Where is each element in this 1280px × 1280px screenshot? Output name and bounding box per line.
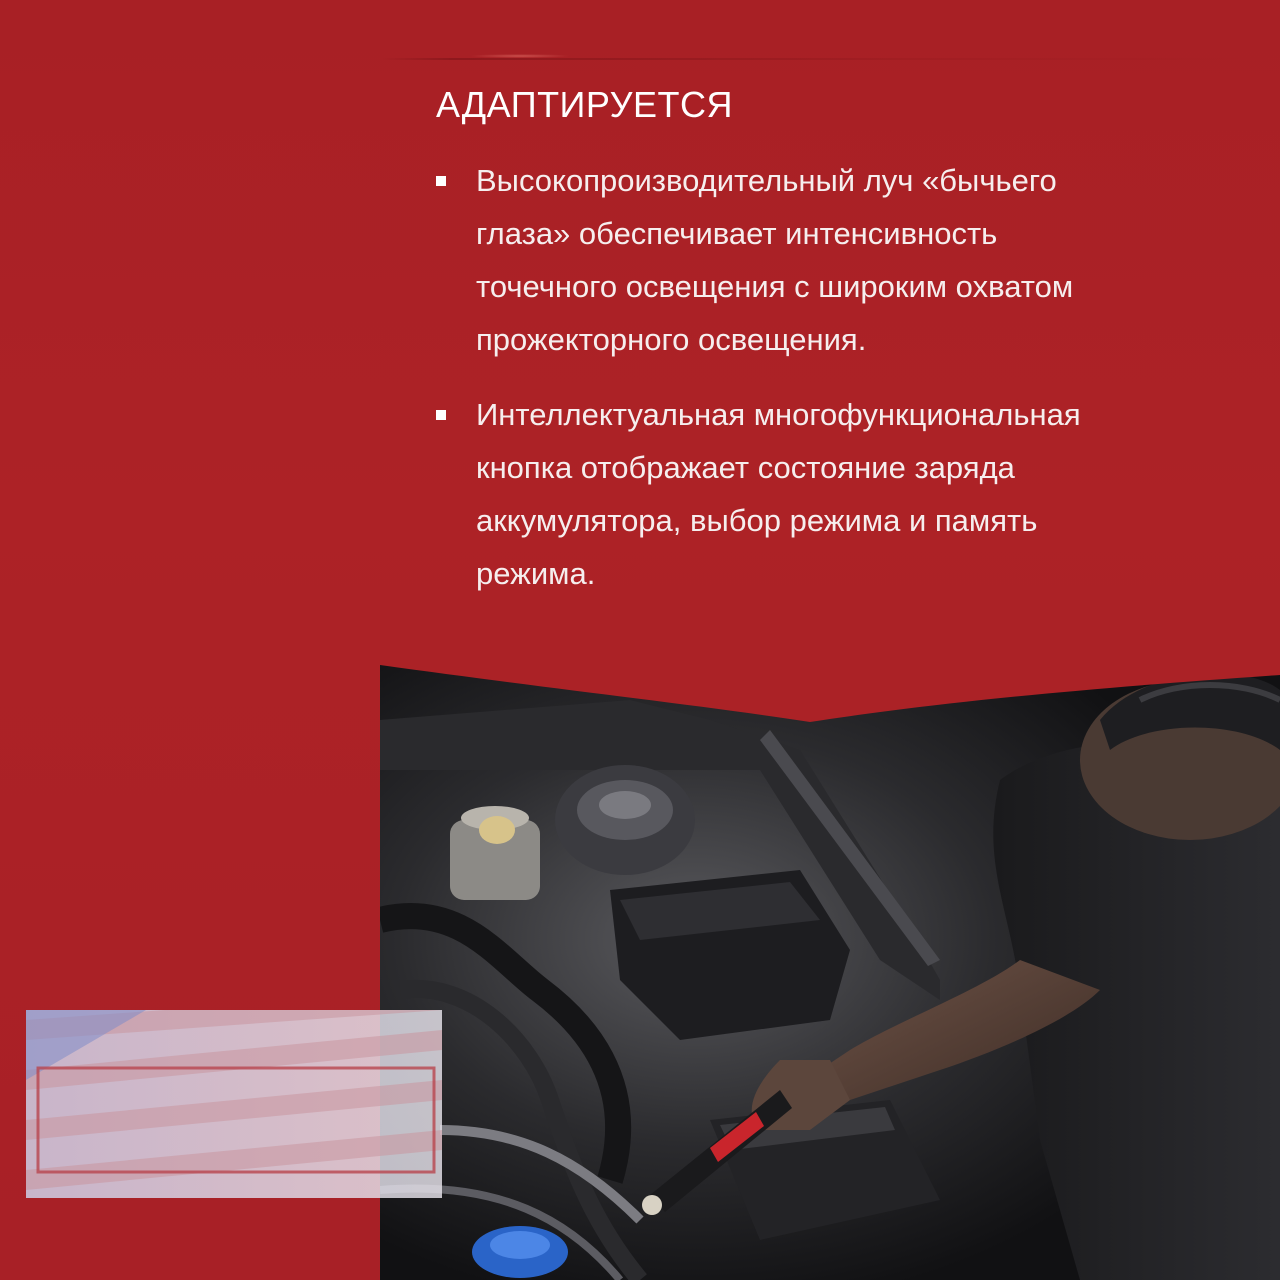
feature-text-line: точечного освещения с широким охватом	[476, 269, 1074, 304]
page-heading: АДАПТИРУЕТСЯ	[436, 84, 734, 125]
feature-text-line: Интеллектуальная многофункциональная	[476, 397, 1081, 432]
square-bullet-icon	[436, 176, 446, 186]
feature-text-line: глаза» обеспечивает интенсивность	[476, 216, 998, 251]
square-bullet-icon	[436, 410, 446, 420]
feature-item	[436, 154, 1226, 366]
feature-text-line: кнопка отображает состояние заряда	[476, 450, 1015, 485]
feature-text-line: прожекторного освещения.	[476, 322, 867, 357]
feature-item	[436, 388, 1226, 600]
feature-list	[436, 154, 1226, 622]
engine-bay-illustration	[380, 660, 1280, 1280]
top-divider	[380, 58, 1280, 60]
usa-tools-watermark	[26, 1010, 442, 1198]
usa-flag-stripes-icon	[26, 1010, 442, 1198]
feature-text-line: Высокопроизводительный луч «бычьего	[476, 163, 1057, 198]
feature-text-line: аккумулятора, выбор режима и память	[476, 503, 1038, 538]
feature-text-line: режима.	[476, 556, 596, 591]
engine-bay-photo	[380, 660, 1280, 1280]
top-highlight	[470, 54, 570, 58]
